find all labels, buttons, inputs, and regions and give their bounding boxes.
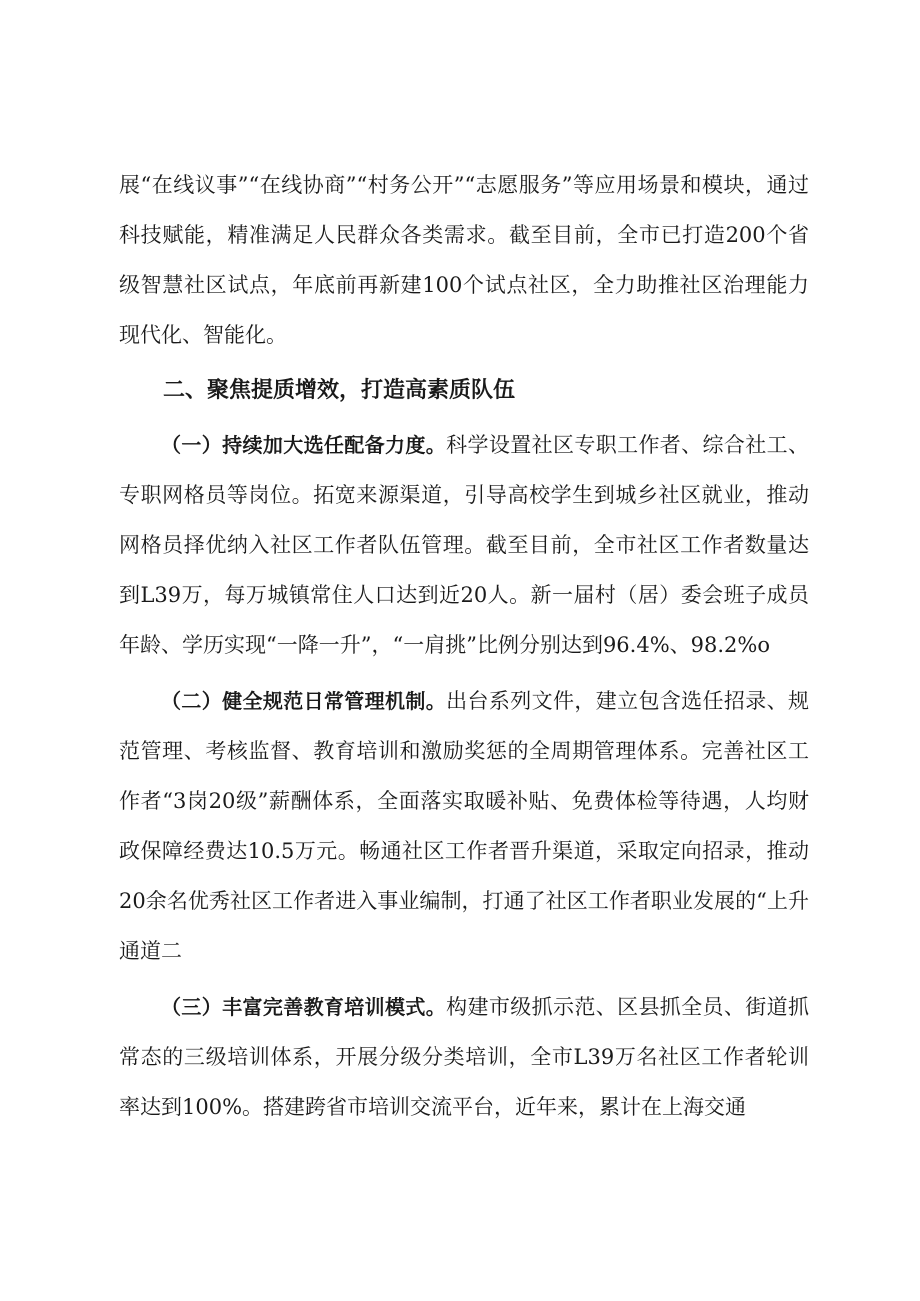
paragraph-smart-community (119, 160, 809, 360)
paragraph-lead: （二）健全规范日常管理机制。 (161, 689, 447, 713)
paragraph-text: 科学设置社区专职工作者、综合社工、专职网格员等岗位。拓宽来源渠道，引导高校学生到城乡社区就业，推动网格员择优纳入社区工作者队伍管理。截至目前，全市社区工作者数量达到L39万，每万城镇常住人口达到近20人。新一届村（居）委会班子成员年龄、学历实现“一降一升”，“一肩挑”比例分别达到96.4%、98.2%o (119, 433, 810, 657)
section-heading: 二、聚焦提质增效，打造高素质队伍 (163, 378, 516, 403)
paragraph-training (119, 982, 809, 1132)
paragraph-text: 构建市级抓示范、区县抓全员、街道抓常态的三级培训体系，开展分级分类培训，全市L39万名社区工作者轮训率达到100%。搭建跨省市培训交流平台，近年来，累计在上海交通 (119, 995, 810, 1119)
paragraph-lead: （三）丰富完善教育培训模式。 (161, 995, 447, 1019)
paragraph-lead: （一）持续加大选任配备力度。 (161, 433, 447, 457)
paragraph-management (119, 676, 809, 976)
paragraph-text: 出台系列文件，建立包含选任招录、规范管理、考核监督、教育培训和激励奖惩的全周期管理体系。完善社区工作者“3岗20级”薪酬体系，全面落实取暖补贴、免费体检等待遇，人均财政保障经费达10.5万元。畅通社区工作者晋升渠道，采取定向招录，推动20余名优秀社区工作者进入事业编制，打通了社区工作者职业发展的“上升通道二 (119, 689, 810, 963)
paragraph-text: 展“在线议事”“在线协商”“村务公开”“志愿服务”等应用场景和模块，通过科技赋能，精准满足人民群众各类需求。截至目前，全市已打造200个省级智慧社区试点，年底前再新建100个试点社区，全力助推社区治理能力现代化、智能化。 (119, 173, 809, 347)
document-body (119, 160, 809, 1132)
paragraph-selection (119, 420, 809, 670)
